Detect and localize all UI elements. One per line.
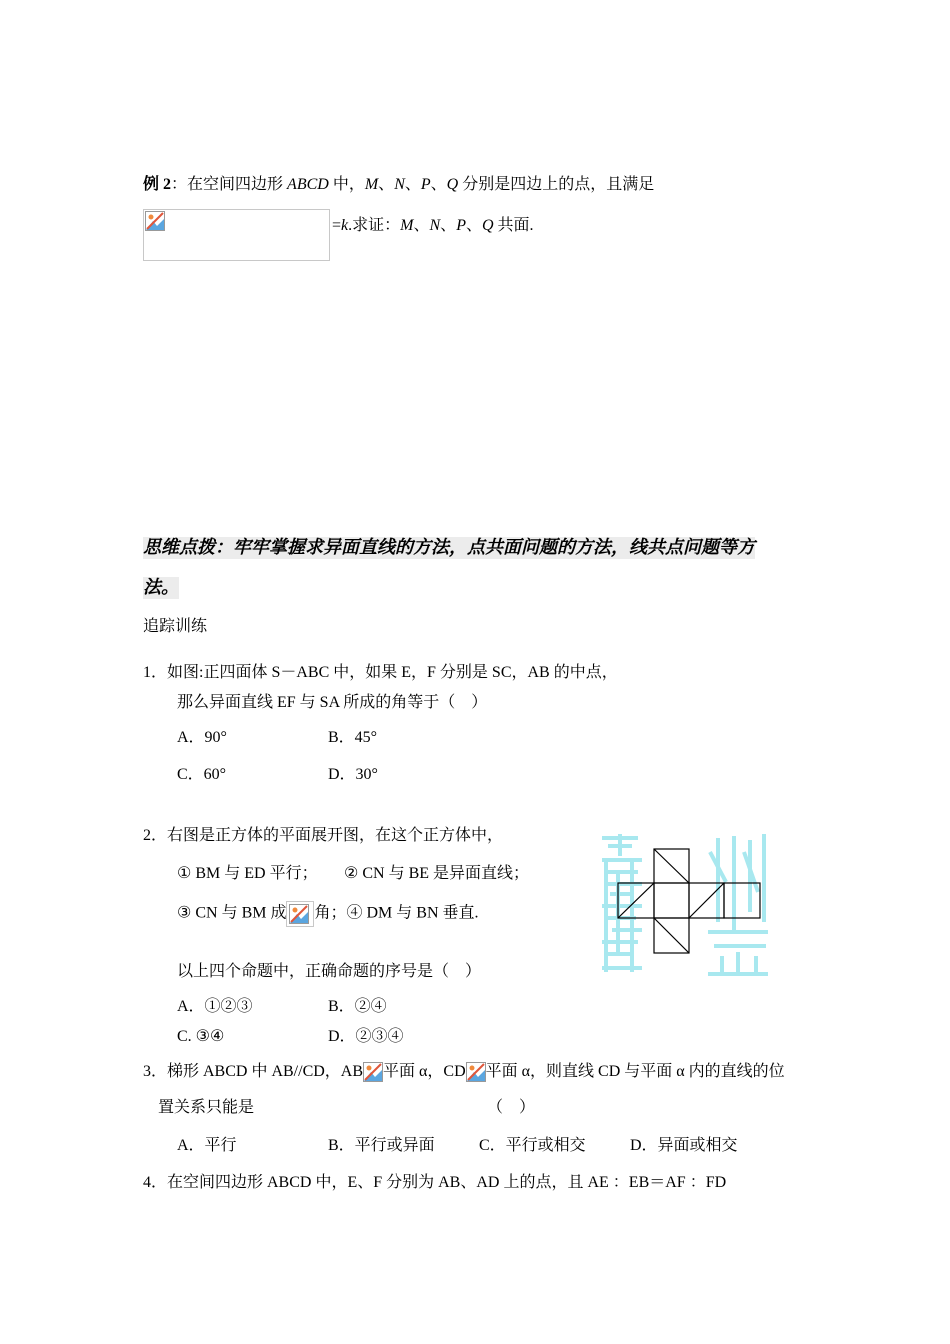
q1-option-d: D．30°	[328, 766, 378, 783]
q1-option-c: C．60°	[177, 766, 227, 783]
broken-image-icon	[145, 211, 165, 231]
q2-statement-2: ② CN 与 BE 是异面直线；	[344, 865, 530, 882]
section-title: 追踪训练	[143, 618, 208, 635]
watermark-seal	[602, 834, 768, 976]
thinking-tip-line1: 思维点拨：牢牢掌握求异面直线的方法，点共面问题的方法，线共点问题等方	[143, 537, 755, 558]
q2-option-d: D．②③④	[328, 1028, 404, 1045]
q2-statement-1: ① BM 与 ED 平行；	[177, 865, 318, 882]
q2-stem-line1: 2．右图是正方体的平面展开图，在这个正方体中，	[143, 827, 504, 844]
q1-stem-line1: 1．如图:正四面体 S－ABC 中，如果 E，F 分别是 SC，AB 的中点，	[143, 664, 618, 681]
q1-option-b: B．45°	[328, 729, 378, 746]
q3-option-c: C．平行或相交	[479, 1137, 586, 1154]
q2-statement-3-4: ③ CN 与 BM 成 角；④ DM 与 BN 垂直.	[177, 901, 479, 927]
example-label: 例 2	[143, 176, 172, 193]
formula-image-placeholder	[143, 209, 330, 261]
cube-net-diagram	[598, 832, 772, 978]
q1-option-a: A．90°	[177, 729, 227, 746]
example2-line2: =k.求证：M、N、P、Q 共面.	[332, 217, 534, 234]
q3-option-a: A．平行	[177, 1137, 237, 1154]
thinking-tip-line2: 法。	[143, 577, 179, 598]
q3-stem-line2: 置关系只能是	[158, 1099, 255, 1116]
subset-image-icon	[363, 1062, 383, 1082]
q1-stem-line2: 那么异面直线 EF 与 SA 所成的角等于（ ）	[177, 694, 488, 711]
q4-stem-line1: 4．在空间四边形 ABCD 中，E、F 分别为 AB、AD 上的点，且 AE ：EB＝AF ：FD	[143, 1174, 727, 1191]
broken-image-icon	[289, 904, 309, 924]
q3-stem-line1: 3．梯形 ABCD 中 AB//CD，AB 平面 α，CD 平面 α，则直线 CD 与平面 α 内的直线的位	[143, 1062, 785, 1082]
q2-option-c: C. ③④	[177, 1028, 225, 1045]
angle-image-placeholder	[286, 901, 314, 927]
q3-option-d: D．异面或相交	[630, 1137, 738, 1154]
not-subset-image-icon	[466, 1062, 486, 1082]
q2-option-b: B．②④	[328, 998, 387, 1015]
q3-answer-paren: （ ）	[487, 1099, 536, 1116]
cube-net-figure	[598, 832, 772, 978]
q3-option-b: B．平行或异面	[328, 1137, 435, 1154]
cube-net-lines	[618, 849, 760, 953]
q2-option-a: A．①②③	[177, 998, 253, 1015]
q2-stem-line2: 以上四个命题中，正确命题的序号是（ ）	[177, 963, 482, 980]
example2-line1: 例 2：在空间四边形 ABCD 中，M、N、P、Q 分别是四边上的点，且满足	[143, 176, 655, 193]
